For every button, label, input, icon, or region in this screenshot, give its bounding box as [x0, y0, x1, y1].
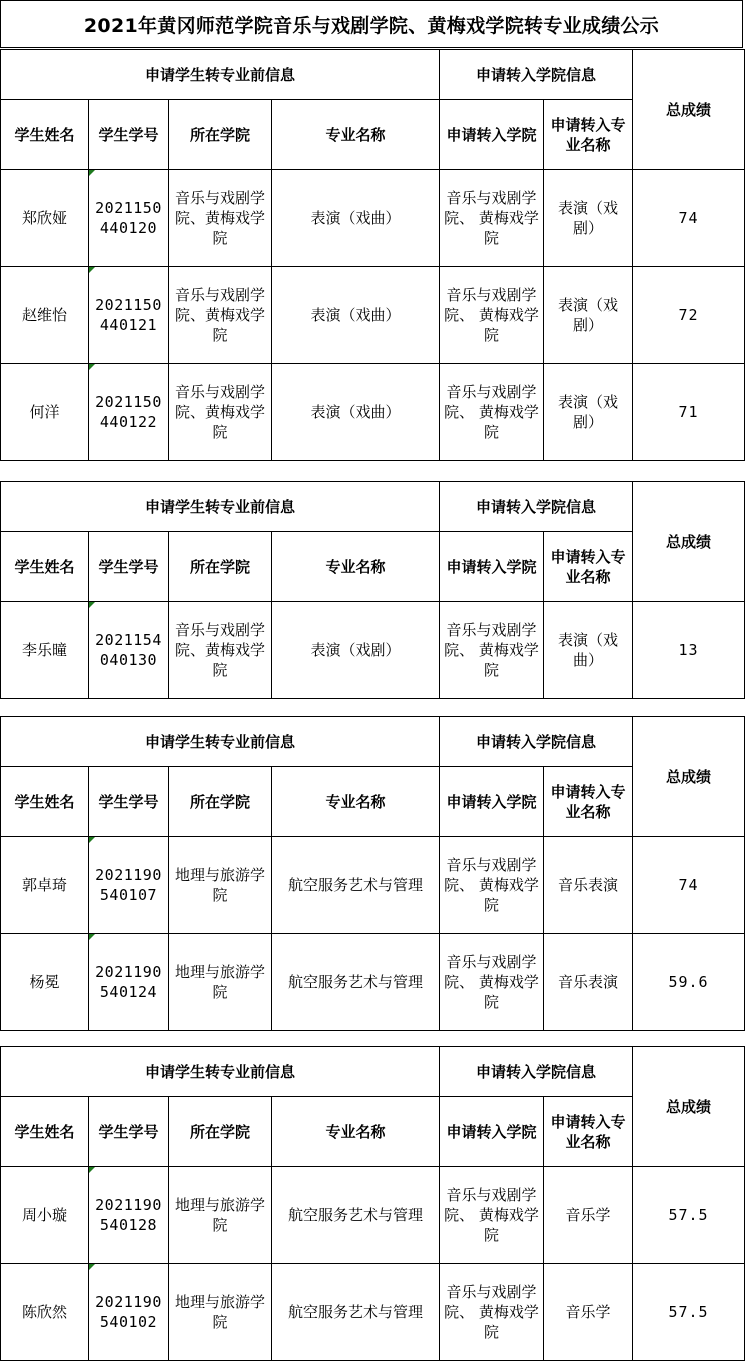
group-header-after: 申请转入学院信息 [440, 50, 633, 100]
col-header-college: 所在学院 [169, 767, 272, 837]
col-header-target-major: 申请转入专业名称 [544, 767, 633, 837]
col-header-id: 学生学号 [89, 532, 169, 602]
total-score: 74 [633, 170, 745, 267]
table-row [1, 837, 745, 934]
score-table [0, 1046, 745, 1361]
current-major: 表演（戏剧） [272, 602, 440, 699]
group-header-after: 申请转入学院信息 [440, 1047, 633, 1097]
current-major: 表演（戏曲） [272, 267, 440, 364]
current-college: 音乐与戏剧学院、黄梅戏学院 [169, 602, 272, 699]
col-header-target-college: 申请转入学院 [440, 767, 544, 837]
target-major: 表演（戏剧） [544, 267, 633, 364]
total-score: 57.5 [633, 1264, 745, 1361]
table-row [1, 934, 745, 1031]
total-score: 72 [633, 267, 745, 364]
col-header-college: 所在学院 [169, 1097, 272, 1167]
group-header-before: 申请学生转专业前信息 [1, 482, 440, 532]
col-header-college: 所在学院 [169, 100, 272, 170]
group-header-after: 申请转入学院信息 [440, 482, 633, 532]
col-header-major: 专业名称 [272, 100, 440, 170]
student-name: 周小璇 [1, 1167, 89, 1264]
col-header-target-college: 申请转入学院 [440, 100, 544, 170]
target-college: 音乐与戏剧学院、 黄梅戏学院 [440, 602, 544, 699]
col-header-college: 所在学院 [169, 532, 272, 602]
page-title: 2021年黄冈师范学院音乐与戏剧学院、黄梅戏学院转专业成绩公示 [0, 0, 743, 48]
target-college: 音乐与戏剧学院、 黄梅戏学院 [440, 1264, 544, 1361]
current-college: 地理与旅游学院 [169, 837, 272, 934]
col-header-target-college: 申请转入学院 [440, 1097, 544, 1167]
student-name: 李乐曈 [1, 602, 89, 699]
target-major: 音乐学 [544, 1264, 633, 1361]
group-header-before: 申请学生转专业前信息 [1, 717, 440, 767]
target-college: 音乐与戏剧学院、 黄梅戏学院 [440, 364, 544, 461]
col-header-target-major: 申请转入专业名称 [544, 532, 633, 602]
total-score-header: 总成绩 [633, 1047, 745, 1167]
total-score-header: 总成绩 [633, 50, 745, 170]
col-header-target-major: 申请转入专业名称 [544, 100, 633, 170]
target-major: 音乐表演 [544, 934, 633, 1031]
total-score-header: 总成绩 [633, 482, 745, 602]
current-college: 音乐与戏剧学院、黄梅戏学院 [169, 267, 272, 364]
student-name: 郭卓琦 [1, 837, 89, 934]
total-score: 13 [633, 602, 745, 699]
student-name: 赵维怡 [1, 267, 89, 364]
col-header-name: 学生姓名 [1, 532, 89, 602]
total-score: 57.5 [633, 1167, 745, 1264]
student-id: 2021154040130 [89, 602, 169, 699]
student-id: 2021190540128 [89, 1167, 169, 1264]
col-header-major: 专业名称 [272, 1097, 440, 1167]
table-row [1, 170, 745, 267]
table-row [1, 364, 745, 461]
current-major: 航空服务艺术与管理 [272, 934, 440, 1031]
table-row [1, 1167, 745, 1264]
target-major: 表演（戏曲） [544, 602, 633, 699]
student-id: 2021190540124 [89, 934, 169, 1031]
col-header-id: 学生学号 [89, 767, 169, 837]
col-header-major: 专业名称 [272, 767, 440, 837]
current-major: 表演（戏曲） [272, 170, 440, 267]
current-major: 航空服务艺术与管理 [272, 1264, 440, 1361]
current-college: 地理与旅游学院 [169, 1264, 272, 1361]
target-college: 音乐与戏剧学院、 黄梅戏学院 [440, 934, 544, 1031]
target-college: 音乐与戏剧学院、 黄梅戏学院 [440, 1167, 544, 1264]
col-header-id: 学生学号 [89, 100, 169, 170]
table-row [1, 1264, 745, 1361]
total-score: 71 [633, 364, 745, 461]
student-name: 陈欣然 [1, 1264, 89, 1361]
score-table [0, 716, 745, 1031]
col-header-name: 学生姓名 [1, 100, 89, 170]
current-college: 地理与旅游学院 [169, 934, 272, 1031]
student-name: 何洋 [1, 364, 89, 461]
col-header-target-major: 申请转入专业名称 [544, 1097, 633, 1167]
current-major: 航空服务艺术与管理 [272, 1167, 440, 1264]
current-major: 航空服务艺术与管理 [272, 837, 440, 934]
target-major: 音乐表演 [544, 837, 633, 934]
group-header-before: 申请学生转专业前信息 [1, 50, 440, 100]
col-header-name: 学生姓名 [1, 1097, 89, 1167]
table-row [1, 267, 745, 364]
student-name: 杨冕 [1, 934, 89, 1031]
group-header-after: 申请转入学院信息 [440, 717, 633, 767]
score-table [0, 49, 745, 461]
target-college: 音乐与戏剧学院、 黄梅戏学院 [440, 267, 544, 364]
current-major: 表演（戏曲） [272, 364, 440, 461]
target-major: 表演（戏剧） [544, 170, 633, 267]
target-college: 音乐与戏剧学院、 黄梅戏学院 [440, 170, 544, 267]
table-row [1, 602, 745, 699]
total-score-header: 总成绩 [633, 717, 745, 837]
total-score: 59.6 [633, 934, 745, 1031]
student-id: 2021190540102 [89, 1264, 169, 1361]
target-major: 表演（戏剧） [544, 364, 633, 461]
student-name: 郑欣娅 [1, 170, 89, 267]
col-header-name: 学生姓名 [1, 767, 89, 837]
col-header-major: 专业名称 [272, 532, 440, 602]
score-table [0, 481, 745, 699]
student-id: 2021150440120 [89, 170, 169, 267]
total-score: 74 [633, 837, 745, 934]
current-college: 音乐与戏剧学院、黄梅戏学院 [169, 364, 272, 461]
target-college: 音乐与戏剧学院、 黄梅戏学院 [440, 837, 544, 934]
student-id: 2021150440121 [89, 267, 169, 364]
col-header-target-college: 申请转入学院 [440, 532, 544, 602]
target-major: 音乐学 [544, 1167, 633, 1264]
current-college: 音乐与戏剧学院、黄梅戏学院 [169, 170, 272, 267]
col-header-id: 学生学号 [89, 1097, 169, 1167]
current-college: 地理与旅游学院 [169, 1167, 272, 1264]
group-header-before: 申请学生转专业前信息 [1, 1047, 440, 1097]
student-id: 2021190540107 [89, 837, 169, 934]
student-id: 2021150440122 [89, 364, 169, 461]
